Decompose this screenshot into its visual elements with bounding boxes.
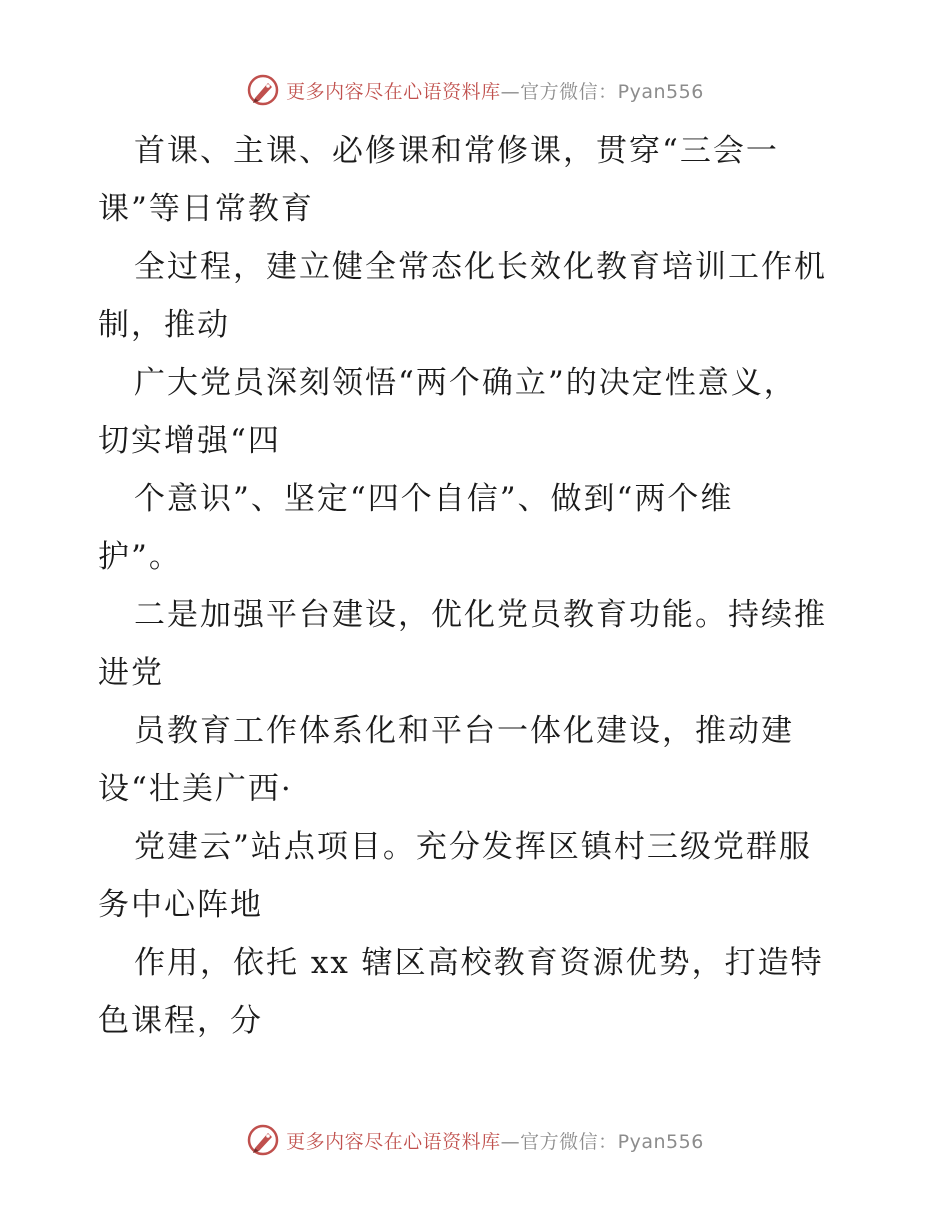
text-line-content: 进党 [98,655,164,691]
text-line [98,470,858,528]
text-line [98,296,858,354]
text-line-content: 务中心阵地 [98,887,263,923]
document-body [98,122,858,1050]
text-line-content: 制，推动 [98,307,230,343]
text-line [98,644,858,702]
text-line [98,412,858,470]
pen-nib-logo-icon [246,1123,280,1157]
header-contact: 官方微信：Pyan556 [520,80,704,103]
text-line [98,586,858,644]
footer-dash: — [500,1130,521,1153]
text-line-content: 作用，依托 xx 辖区高校教育资源优势，打造特 [134,945,824,981]
text-line [98,992,858,1050]
header-dash: — [500,80,521,103]
text-line-content: 全过程，建立健全常态化长效化教育培训工作机 [134,249,827,285]
text-line-content: 广大党员深刻领悟“两个确立”的决定性意义， [134,365,797,401]
header-banner-inner [246,73,704,107]
text-line-content: 课”等日常教育 [98,191,314,227]
text-line [98,702,858,760]
text-line [98,528,858,586]
text-line [98,760,858,818]
text-line-content: 个意识”、坚定“四个自信”、做到“两个维 [134,481,734,517]
text-line-content: 护”。 [98,539,182,575]
footer-banner-text [286,1127,704,1154]
text-line-content: 色课程，分 [98,1003,263,1039]
text-line [98,354,858,412]
pen-nib-logo-icon [246,73,280,107]
text-line-content: 设“壮美广西· [98,771,293,807]
text-line-content: 员教育工作体系化和平台一体化建设，推动建 [134,713,794,749]
text-line-content: 切实增强“四 [98,423,281,459]
text-line [98,122,858,180]
text-line [98,934,858,992]
text-line [98,818,858,876]
text-line [98,238,858,296]
header-banner-text [286,77,704,104]
header-brand: 更多内容尽在心语资料库 [286,80,501,103]
footer-banner-inner [246,1123,704,1157]
text-line [98,876,858,934]
footer-contact: 官方微信：Pyan556 [520,1130,704,1153]
footer-brand: 更多内容尽在心语资料库 [286,1130,501,1153]
text-line [98,180,858,238]
header-banner [0,70,950,110]
footer-banner [0,1120,950,1160]
text-line-content: 党建云”站点项目。充分发挥区镇村三级党群服 [134,829,812,865]
text-line-content: 首课、主课、必修课和常修课，贯穿“三会一 [134,133,779,169]
text-line-content: 二是加强平台建设，优化党员教育功能。持续推 [134,597,827,633]
